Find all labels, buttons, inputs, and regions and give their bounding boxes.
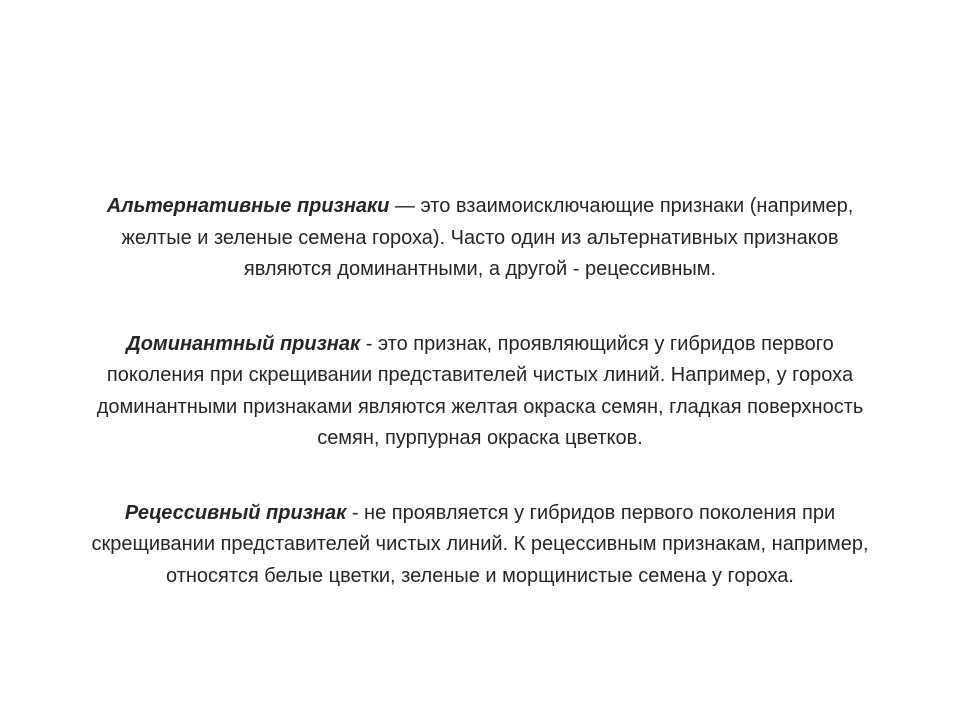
definition-term: Рецессивный признак (124, 501, 347, 524)
definition-text: — это взаимоисключающие признаки (например, желтые и зеленые семена гороха). Часто один из альтернативных признаков являются доминантными, а другой - рецессивным. (121, 195, 854, 280)
definition-dominant-trait (80, 329, 880, 455)
definition-term: Альтернативные признаки (106, 195, 390, 217)
definition-term: Доминантный признак (126, 332, 361, 355)
definition-text: - не проявляется у гибридов первого поколения при скрещивании представителей чистых линий. К рецессивным признакам, например, относятся белые цветки, зеленые и морщинистые семена у гороха. (91, 501, 869, 587)
definition-text: - это признак, проявляющийся у гибридов первого поколения при скрещивании представителей чистых линий. Например, у гороха доминантными признаками являются желтая окраска семян, гладкая поверхность семян, пурпурная окраска цветков. (96, 332, 864, 449)
definitions-list (80, 191, 880, 592)
definition-alternative-traits (80, 191, 880, 286)
definition-recessive-trait (80, 498, 880, 593)
